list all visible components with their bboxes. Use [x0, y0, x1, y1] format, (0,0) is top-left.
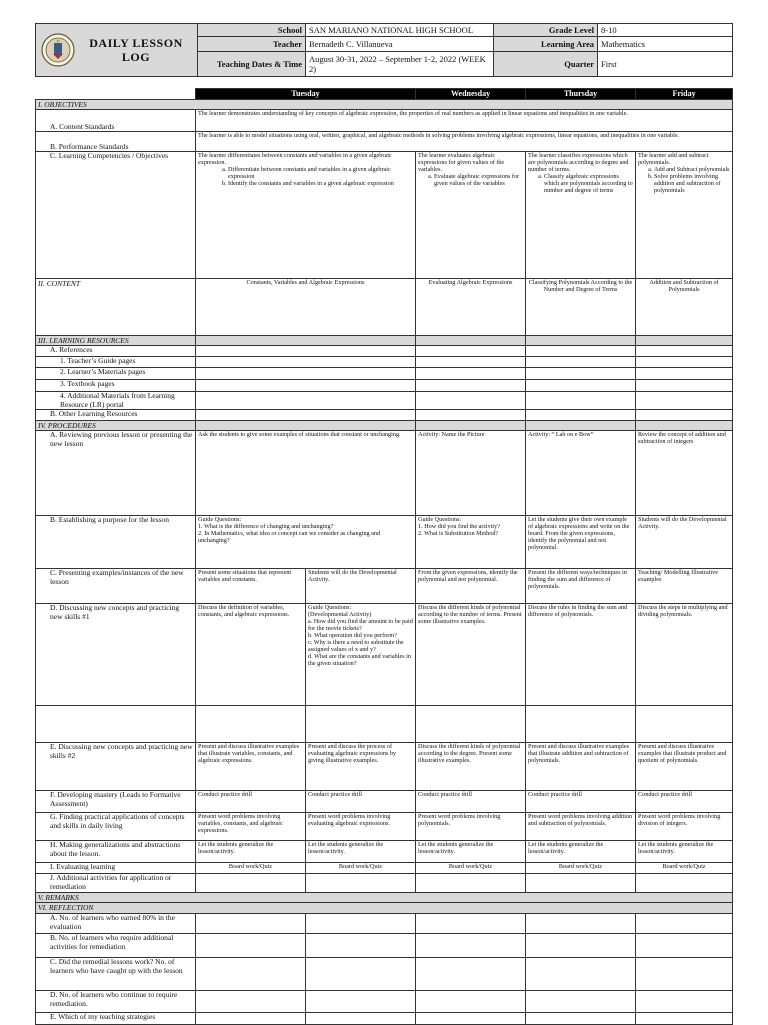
empty-cell [416, 368, 526, 380]
empty-cell [526, 368, 636, 380]
grade-label: Grade Level [494, 24, 598, 37]
empty-cell [636, 934, 733, 958]
procedures-blank [526, 421, 636, 431]
reflection-c-label: C. Did the remedial lessons work? No. of learners who have caught up with the lesson [36, 958, 196, 991]
resources-textbook-label: 3. Textbook pages [36, 380, 196, 392]
lesson-table-part2 [35, 568, 733, 1025]
resources-blank [526, 336, 636, 346]
procedures-blank [416, 421, 526, 431]
resources-lm-label: 2. Learner’s Materials pages [36, 368, 196, 380]
procedure-b-cell: Students will do the Developmental Activity. [636, 516, 733, 706]
empty-cell [636, 874, 733, 893]
dll-title-line1: DAILY LESSON [89, 36, 183, 50]
grade-value: 8-10 [598, 24, 733, 37]
procedure-f-label: F. Developing mastery (Leads to Formative Assessment) [36, 791, 196, 813]
quarter-value: First [598, 51, 733, 76]
empty-cell [196, 934, 306, 958]
competencies-label: C. Learning Competencies / Objectives [36, 152, 196, 279]
empty-cell [526, 874, 636, 893]
resources-blank [416, 336, 526, 346]
empty-cell [196, 991, 306, 1013]
resources-blank [196, 336, 416, 346]
procedure-d-cell: Guide Questions: (Developmental Activity) a. How did you find the amount to be paid for the movie tickets? b. What operation did you perform? c. Why is there a need to substitute the assigned values of x and y? d. What are the constants and variables in the given situation? [306, 604, 416, 743]
empty-cell [196, 357, 416, 368]
procedure-f-cell: Conduct practice drill [636, 791, 733, 813]
procedure-f-cell: Conduct practice drill [306, 791, 416, 813]
procedure-i-label: I. Evaluating learning [36, 863, 196, 874]
procedure-h-cell: Let the students generalize the lesson/activity. [416, 841, 526, 863]
empty-cell [526, 1013, 636, 1025]
procedure-g-cell: Present word problems involving evaluating algebraic expressions. [306, 813, 416, 841]
procedure-d-cell: Discuss the steps in multiplying and dividing polynomials. [636, 604, 733, 743]
procedure-e-cell: Present and discuss the process of evaluating algebraic expressions by giving illustrative examples. [306, 743, 416, 791]
empty-cell [636, 1013, 733, 1025]
procedure-i-cell: Board work/Quiz [196, 863, 306, 874]
procedure-g-cell: Present word problems involving polynomials. [416, 813, 526, 841]
empty-cell [416, 380, 526, 392]
competency-intro: The learner add and subtract polynomials. [638, 152, 709, 166]
competency-item: b. Solve problems involving addition and subtraction of polynomials [654, 173, 730, 194]
empty-cell [526, 357, 636, 368]
empty-cell [416, 874, 526, 893]
empty-cell [196, 368, 416, 380]
empty-cell [636, 958, 733, 991]
empty-cell [196, 874, 306, 893]
content-cell-3: Classifying Polynomials According to the Number and Degree of Terms [526, 279, 636, 336]
empty-cell [416, 392, 526, 410]
empty-cell [526, 410, 636, 421]
reflection-a-label: A. No. of learners who earned 80% in the evaluation [36, 914, 196, 934]
procedure-g-cell: Present word problems involving variables, constants, and algebraic expressions. [196, 813, 306, 841]
day-header-blank [36, 89, 196, 100]
competency-cell-3 [526, 152, 636, 279]
content-standards-text: The learner demonstrates understanding of key concepts of algebraic expression, the properties of real numbers as applied in linear equations and inequalities in one variable. [196, 110, 733, 132]
reflection-d-label: D. No. of learners who continue to require remediation. [36, 991, 196, 1013]
procedure-b-cell: Guide Questions: 1. How did you find the activity? 2. What is Substitution Method? [416, 516, 526, 706]
empty-cell [636, 368, 733, 380]
procedure-a-cell: Review the concept of addition and subtraction of integers [636, 431, 733, 516]
empty-cell [416, 958, 526, 991]
content-cell-1: Constants, Variables and Algebraic Expressions [196, 279, 416, 336]
procedure-d-cell: Discuss the different kinds of polynomial according to the number of terms. Present some illustrative examples. [416, 604, 526, 743]
competency-item: a. Classify algebraic expressions which are polynomials according to number and degree of terms [544, 173, 633, 194]
procedure-i-cell: Board work/Quiz [526, 863, 636, 874]
dates-label: Teaching Dates & Time [198, 51, 306, 76]
section-learning-resources: III. LEARNING RESOURCES [36, 336, 196, 346]
day-header-thursday: Thursday [526, 89, 636, 100]
procedure-h-cell: Let the students generalize the lesson/activity. [636, 841, 733, 863]
procedure-b-cell: Guide Questions: 1. What is the difference of changing and unchanging? 2. In Mathematics, what idea or concept can we consider as changing and unchanging? [196, 516, 416, 706]
empty-cell [196, 1013, 306, 1025]
content-cell-2: Evaluating Algebraic Expressions [416, 279, 526, 336]
procedure-h-cell: Let the students generalize the lesson/activity. [196, 841, 306, 863]
empty-cell [196, 346, 416, 357]
empty-cell [636, 410, 733, 421]
empty-cell [416, 934, 526, 958]
empty-cell [526, 380, 636, 392]
empty-cell [636, 380, 733, 392]
procedure-a-cell: Ask the students to give some examples of situations that constant or unchanging. [196, 431, 416, 516]
competency-intro: The learner classifies expressions which are polynomials according to degree and number of terms. [528, 152, 629, 173]
procedure-c-cell: Present the different ways/techniques in finding the sum and difference of polynomials. [526, 569, 636, 604]
procedures-blank [636, 421, 733, 431]
empty-cell [196, 392, 416, 410]
day-header-row [36, 89, 733, 100]
dll-title-line2: LOG [121, 50, 151, 64]
empty-cell [196, 410, 416, 421]
empty-cell [636, 392, 733, 410]
procedure-a-label: A. Reviewing previous lesson or presenting the new lesson [36, 431, 196, 516]
dll-title [75, 36, 197, 64]
procedure-i-cell: Board work/Quiz [306, 863, 416, 874]
empty-cell [306, 914, 416, 934]
empty-cell [636, 346, 733, 357]
empty-cell [526, 346, 636, 357]
empty-cell [306, 1013, 416, 1025]
procedure-b-cell: Let the students give their own example of algebraic expressions and write on the board. From the given expressions, identify the polynomial and not polynomial. [526, 516, 636, 706]
performance-standards-label: B. Performance Standards [36, 132, 196, 152]
empty-cell [526, 934, 636, 958]
procedure-d-cell: Discuss the rules in finding the sum and difference of polynomials. [526, 604, 636, 743]
performance-standards-text: The learner is able to model situations using oral, written, graphical, and algebraic methods in solving problems involving algebraic expressions, linear equations, and inequalities in one variable. [196, 132, 733, 152]
empty-cell [416, 357, 526, 368]
day-header-tuesday: Tuesday [196, 89, 416, 100]
procedure-c-cell: Students will do the Developmental Activity. [306, 569, 416, 604]
procedure-a-cell: Activity: Name the Picture [416, 431, 526, 516]
resources-other-label: B. Other Learning Resources [36, 410, 196, 421]
resources-references-label: A. References [36, 346, 196, 357]
competency-item: a. Evaluate algebraic expressions for given values of the variables [434, 173, 523, 187]
empty-cell [306, 874, 416, 893]
day-header-wednesday: Wednesday [416, 89, 526, 100]
competency-item: a. Add and Subtract polynomials [654, 166, 730, 173]
competency-cell-4 [636, 152, 733, 279]
header-table [35, 23, 733, 77]
content-standards-label: A. Content Standards [36, 110, 196, 132]
procedure-g-cell: Present word problems involving addition and subtraction of polynomials. [526, 813, 636, 841]
empty-cell [306, 958, 416, 991]
empty-cell [526, 914, 636, 934]
procedure-h-cell: Let the students generalize the lesson/activity. [306, 841, 416, 863]
empty-cell [416, 346, 526, 357]
procedure-a-cell: Activity: “ Lab on e Bow” [526, 431, 636, 516]
empty-cell [416, 991, 526, 1013]
section-remarks: V. REMARKS [36, 893, 733, 903]
procedure-g-cell: Present word problems involving division of integers. [636, 813, 733, 841]
procedure-e-cell: Discuss the different kinds of polynomial according to the degree. Present some illustrative examples. [416, 743, 526, 791]
procedure-i-cell: Board work/Quiz [636, 863, 733, 874]
section-procedures: IV. PROCEDURES [36, 421, 196, 431]
procedure-c-cell: Teaching/ Modelling Illustrative examples [636, 569, 733, 604]
empty-cell [526, 392, 636, 410]
empty-cell [196, 914, 306, 934]
empty-cell [306, 934, 416, 958]
empty-cell [526, 991, 636, 1013]
procedure-f-cell: Conduct practice drill [196, 791, 306, 813]
resources-tg-label: 1. Teacher’s Guide pages [36, 357, 196, 368]
procedure-e-label: E. Discussing new concepts and practicing new skills #2 [36, 743, 196, 791]
procedure-e-cell: Present and discuss illustrative examples that illustrate variables, constants, and algebraic expressions. [196, 743, 306, 791]
empty-cell [196, 380, 416, 392]
competency-item: b. Identify the constants and variables in a given algebraic expression [228, 180, 413, 187]
empty-cell [416, 1013, 526, 1025]
procedure-c-cell: From the given expressions, identify the polynomial and not polynomial. [416, 569, 526, 604]
reflection-e-label: E. Which of my teaching strategies [36, 1013, 196, 1025]
section-reflection: VI. REFLECTION [36, 903, 733, 914]
deped-seal-icon [41, 33, 75, 67]
competency-item: a. Differentiate between constants and variables in a given algebraic expression [228, 166, 413, 180]
procedure-d-cell: Discuss the definition of variables, constants, and algebraic expressions. [196, 604, 306, 743]
area-value: Mathematics [598, 37, 733, 51]
procedure-h-label: H. Making generalizations and abstractions about the lesson. [36, 841, 196, 863]
dates-value: August 30-31, 2022 – September 1-2, 2022 (WEEK 2) [306, 51, 494, 76]
school-value: SAN MARIANO NATIONAL HIGH SCHOOL [306, 24, 494, 37]
procedure-c-cell: Present some situations that represent variables and constants. [196, 569, 306, 604]
area-label: Learning Area [494, 37, 598, 51]
empty-cell [416, 914, 526, 934]
header-logo-cell [36, 24, 198, 77]
section-objectives: I. OBJECTIVES [36, 100, 733, 110]
empty-cell [306, 991, 416, 1013]
procedure-i-cell: Board work/Quiz [416, 863, 526, 874]
empty-cell [526, 958, 636, 991]
competency-cell-1 [196, 152, 416, 279]
reflection-b-label: B. No. of learners who require additional activities for remediation [36, 934, 196, 958]
procedure-c-label: C. Presenting examples/instances of the new lesson [36, 569, 196, 604]
empty-cell [636, 914, 733, 934]
empty-cell [196, 958, 306, 991]
teacher-value: Bernadeth C. Villanueva [306, 37, 494, 51]
procedure-b-label: B. Establishing a purpose for the lesson [36, 516, 196, 706]
teacher-label: Teacher [198, 37, 306, 51]
procedure-e-cell: Present and discuss illustrative examples that illustrate addition and subtraction of polynomials. [526, 743, 636, 791]
resources-lr-portal-label: 4. Additional Materials from Learning Resource (LR) portal [36, 392, 196, 410]
empty-cell [636, 991, 733, 1013]
competency-intro: The learner evaluates algebraic expressions for given values of the variables. [418, 152, 505, 173]
quarter-label: Quarter [494, 51, 598, 76]
procedures-blank [196, 421, 416, 431]
procedure-f-cell: Conduct practice drill [416, 791, 526, 813]
empty-cell [636, 357, 733, 368]
procedure-e-cell: Present and discuss illustrative examples that illustrate product and quotient of polynomials. [636, 743, 733, 791]
day-header-friday: Friday [636, 89, 733, 100]
school-label: School [198, 24, 306, 37]
resources-blank [636, 336, 733, 346]
procedure-f-cell: Conduct practice drill [526, 791, 636, 813]
content-cell-4: Addition and Subtraction of Polynomials [636, 279, 733, 336]
procedure-j-label: J. Additional activities for application or remediation [36, 874, 196, 893]
section-content: II. CONTENT [36, 279, 196, 336]
procedure-h-cell: Let the students generalize the lesson/activity. [526, 841, 636, 863]
procedure-g-label: G. Finding practical applications of concepts and skills in daily living [36, 813, 196, 841]
empty-cell [416, 410, 526, 421]
procedure-d-label: D. Discussing new concepts and practicing new skills #1 [36, 604, 196, 743]
competency-cell-2 [416, 152, 526, 279]
competency-intro: The learner differentiates between constants and variables in a given algebraic expression. [198, 152, 392, 166]
